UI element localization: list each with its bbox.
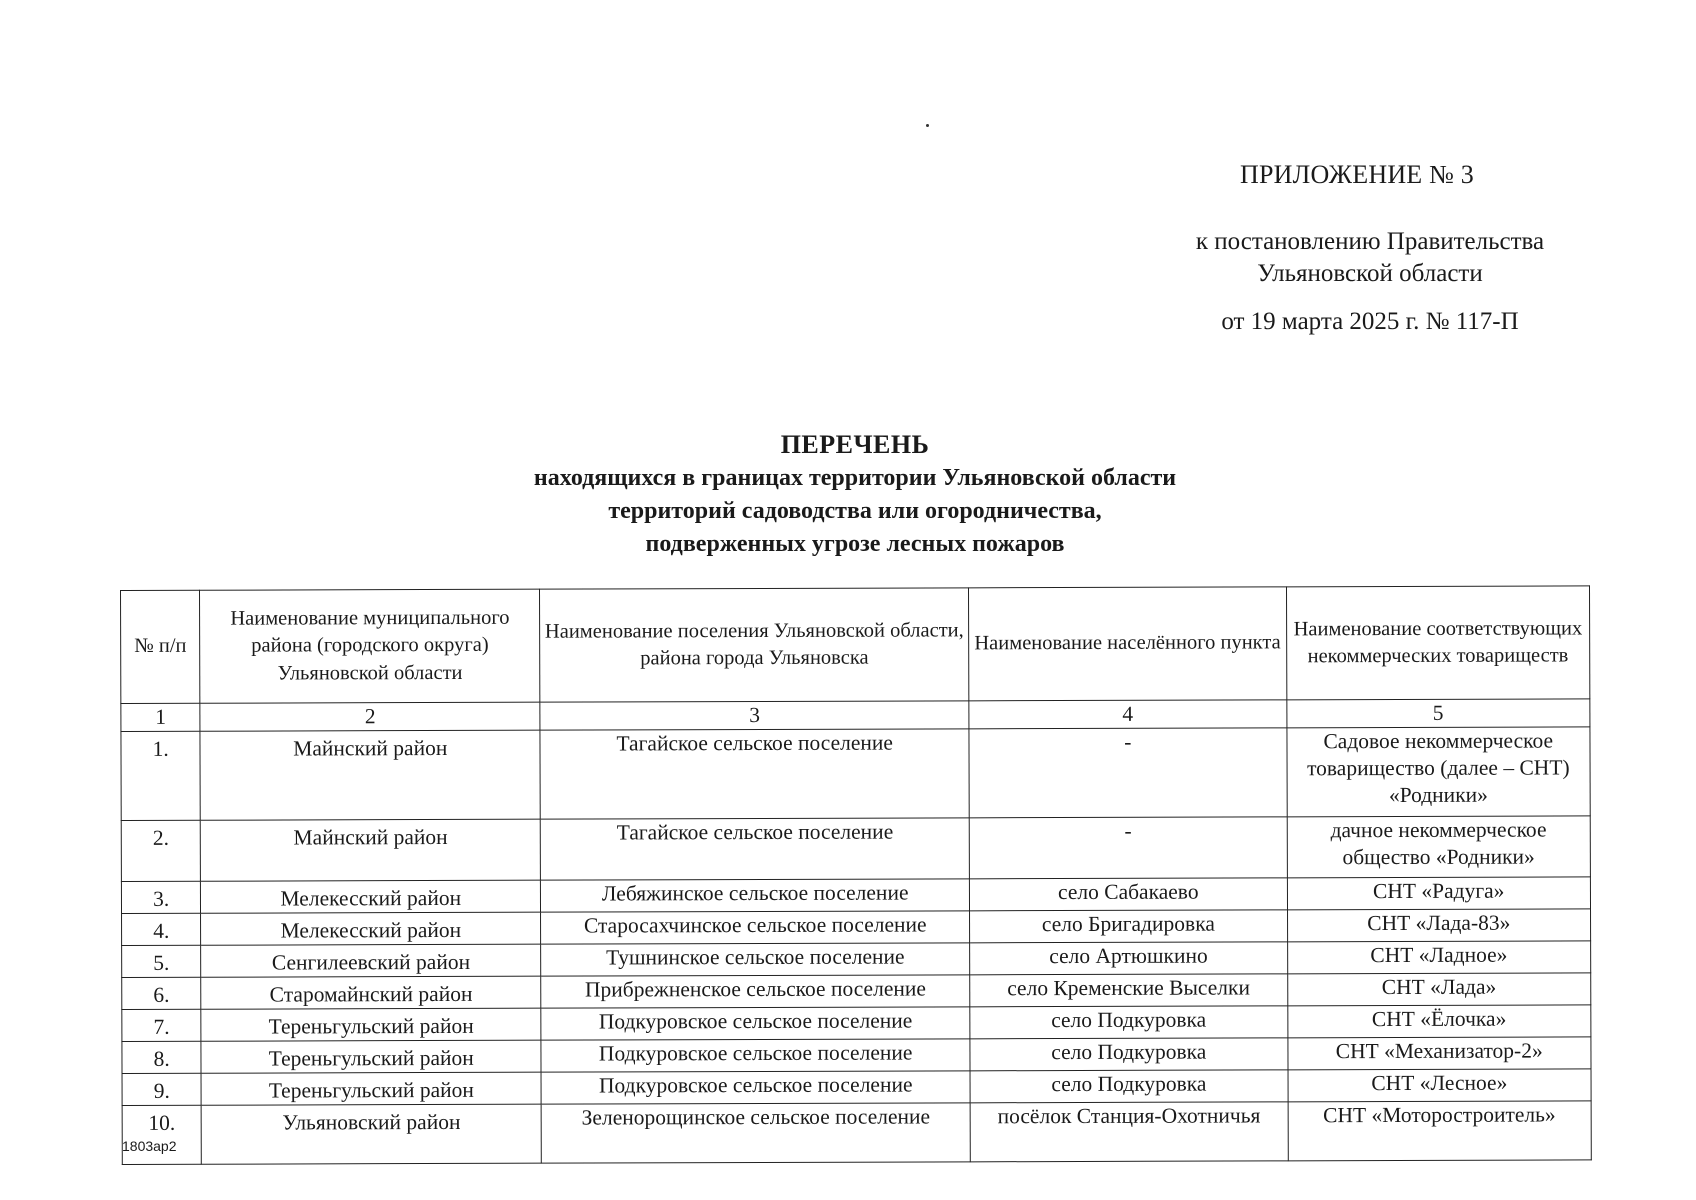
column-number: 3 (540, 701, 969, 730)
settlement-cell: Старосахчинское сельское поселение (541, 911, 970, 944)
locality-cell: село Сабакаево (970, 878, 1287, 911)
header-district: Наименование муниципального района (городского округа) Ульяновской области (200, 589, 540, 703)
row-number: 8. (122, 1041, 201, 1073)
column-number: 1 (121, 703, 200, 731)
resolution-date: от 19 марта 2025 г. № 117-П (1221, 308, 1519, 335)
document-code: 1803ар2 (122, 1138, 177, 1154)
row-number: 1. (121, 731, 201, 820)
header-number: № п/п (121, 590, 201, 703)
header-locality: Наименование населённого пункта (969, 587, 1287, 701)
column-number: 5 (1286, 699, 1590, 728)
locality-cell: село Подкуровка (970, 1006, 1287, 1039)
document-title (0, 428, 1696, 561)
locality-cell: - (969, 728, 1287, 818)
partnership-cell: СНТ «Лада» (1287, 973, 1591, 1006)
district-cell: Мелекесский район (201, 912, 541, 945)
appendix-label: ПРИЛОЖЕНИЕ № 3 (1240, 160, 1474, 189)
settlement-cell: Лебяжинское сельское поселение (541, 879, 970, 912)
table-row (121, 877, 1590, 914)
table-row (122, 1005, 1591, 1042)
settlement-cell: Тагайское сельское поселение (540, 729, 969, 819)
title-line-1: находящихся в границах территории Ульяновской области (533, 465, 1177, 491)
partnership-cell: СНТ «Лада-83» (1287, 909, 1591, 942)
district-cell: Старомайнский район (201, 976, 541, 1009)
column-number: 4 (969, 700, 1286, 729)
locality-cell: посёлок Станция-Охотничья (970, 1102, 1288, 1162)
table-header-row (121, 586, 1590, 704)
table-row (122, 1101, 1591, 1165)
locality-cell: село Артюшкино (970, 942, 1287, 975)
partnership-cell: СНТ «Ёлочка» (1287, 1005, 1591, 1038)
district-cell: Тереньгульский район (201, 1072, 541, 1105)
partnership-cell: СНТ «Лесное» (1288, 1069, 1592, 1102)
district-cell: Ульяновский район (201, 1104, 541, 1164)
table-row (122, 1037, 1591, 1074)
partnership-cell: СНТ «Механизатор-2» (1287, 1037, 1591, 1070)
column-number: 2 (200, 702, 540, 731)
settlement-cell: Подкуровское сельское поселение (541, 1039, 970, 1072)
resolution-reference (1160, 226, 1580, 338)
locality-cell: село Подкуровка (970, 1038, 1287, 1071)
locality-cell: - (969, 817, 1287, 879)
partnership-cell: СНТ «Моторостроитель» (1288, 1101, 1592, 1161)
partnership-cell: СНТ «Радуга» (1287, 877, 1591, 910)
district-cell: Тереньгульский район (201, 1040, 541, 1073)
header-partnership: Наименование соответствующих некоммерческих товариществ (1286, 586, 1590, 700)
settlement-cell: Тушнинское сельское поселение (541, 943, 970, 976)
row-number: 6. (122, 977, 201, 1009)
title-line-2: территорий садоводства или огородничества, (608, 498, 1102, 524)
locality-cell: село Бригадировка (970, 910, 1287, 943)
partnership-cell: Садовое некоммерческое товарищество (далее – СНТ) «Родники» (1286, 727, 1590, 817)
row-number: 5. (122, 945, 201, 977)
table-row (122, 1069, 1591, 1106)
title-main: ПЕРЕЧЕНЬ (780, 430, 930, 459)
partnership-cell: СНТ «Ладное» (1287, 941, 1591, 974)
resolution-line-1: к постановлению Правительства (1195, 228, 1545, 255)
district-cell: Майнский район (201, 819, 541, 881)
district-cell: Сенгилеевский район (201, 944, 541, 977)
settlement-cell: Тагайское сельское поселение (540, 818, 969, 880)
table-row (121, 727, 1590, 821)
partnership-cell: дачное некоммерческое общество «Родники» (1287, 816, 1591, 878)
settlement-cell: Зеленорощинское сельское поселение (541, 1103, 970, 1163)
settlement-cell: Подкуровское сельское поселение (541, 1071, 970, 1104)
district-cell: Майнский район (200, 730, 540, 820)
settlement-cell: Прибрежненское сельское поселение (541, 975, 970, 1008)
territories-table (120, 585, 1592, 1165)
row-number: 2. (121, 820, 201, 881)
row-number: 9. (122, 1073, 201, 1105)
district-cell: Мелекесский район (201, 880, 541, 913)
row-number: 3. (121, 881, 200, 913)
header-settlement: Наименование поселения Ульяновской области, района города Ульяновска (540, 588, 969, 702)
table-row (122, 973, 1591, 1010)
table-row (122, 941, 1591, 978)
stray-mark (926, 124, 929, 127)
row-number: 10. (122, 1105, 202, 1164)
locality-cell: село Кременские Выселки (970, 974, 1287, 1007)
table-row (122, 909, 1591, 946)
table-row (121, 816, 1590, 882)
district-cell: Тереньгульский район (201, 1008, 541, 1041)
row-number: 7. (122, 1009, 201, 1041)
settlement-cell: Подкуровское сельское поселение (541, 1007, 970, 1040)
title-line-3: подверженных угрозе лесных пожаров (645, 531, 1065, 557)
locality-cell: село Подкуровка (970, 1070, 1287, 1103)
resolution-line-2: Ульяновской области (1257, 260, 1483, 287)
row-number: 4. (122, 913, 201, 945)
